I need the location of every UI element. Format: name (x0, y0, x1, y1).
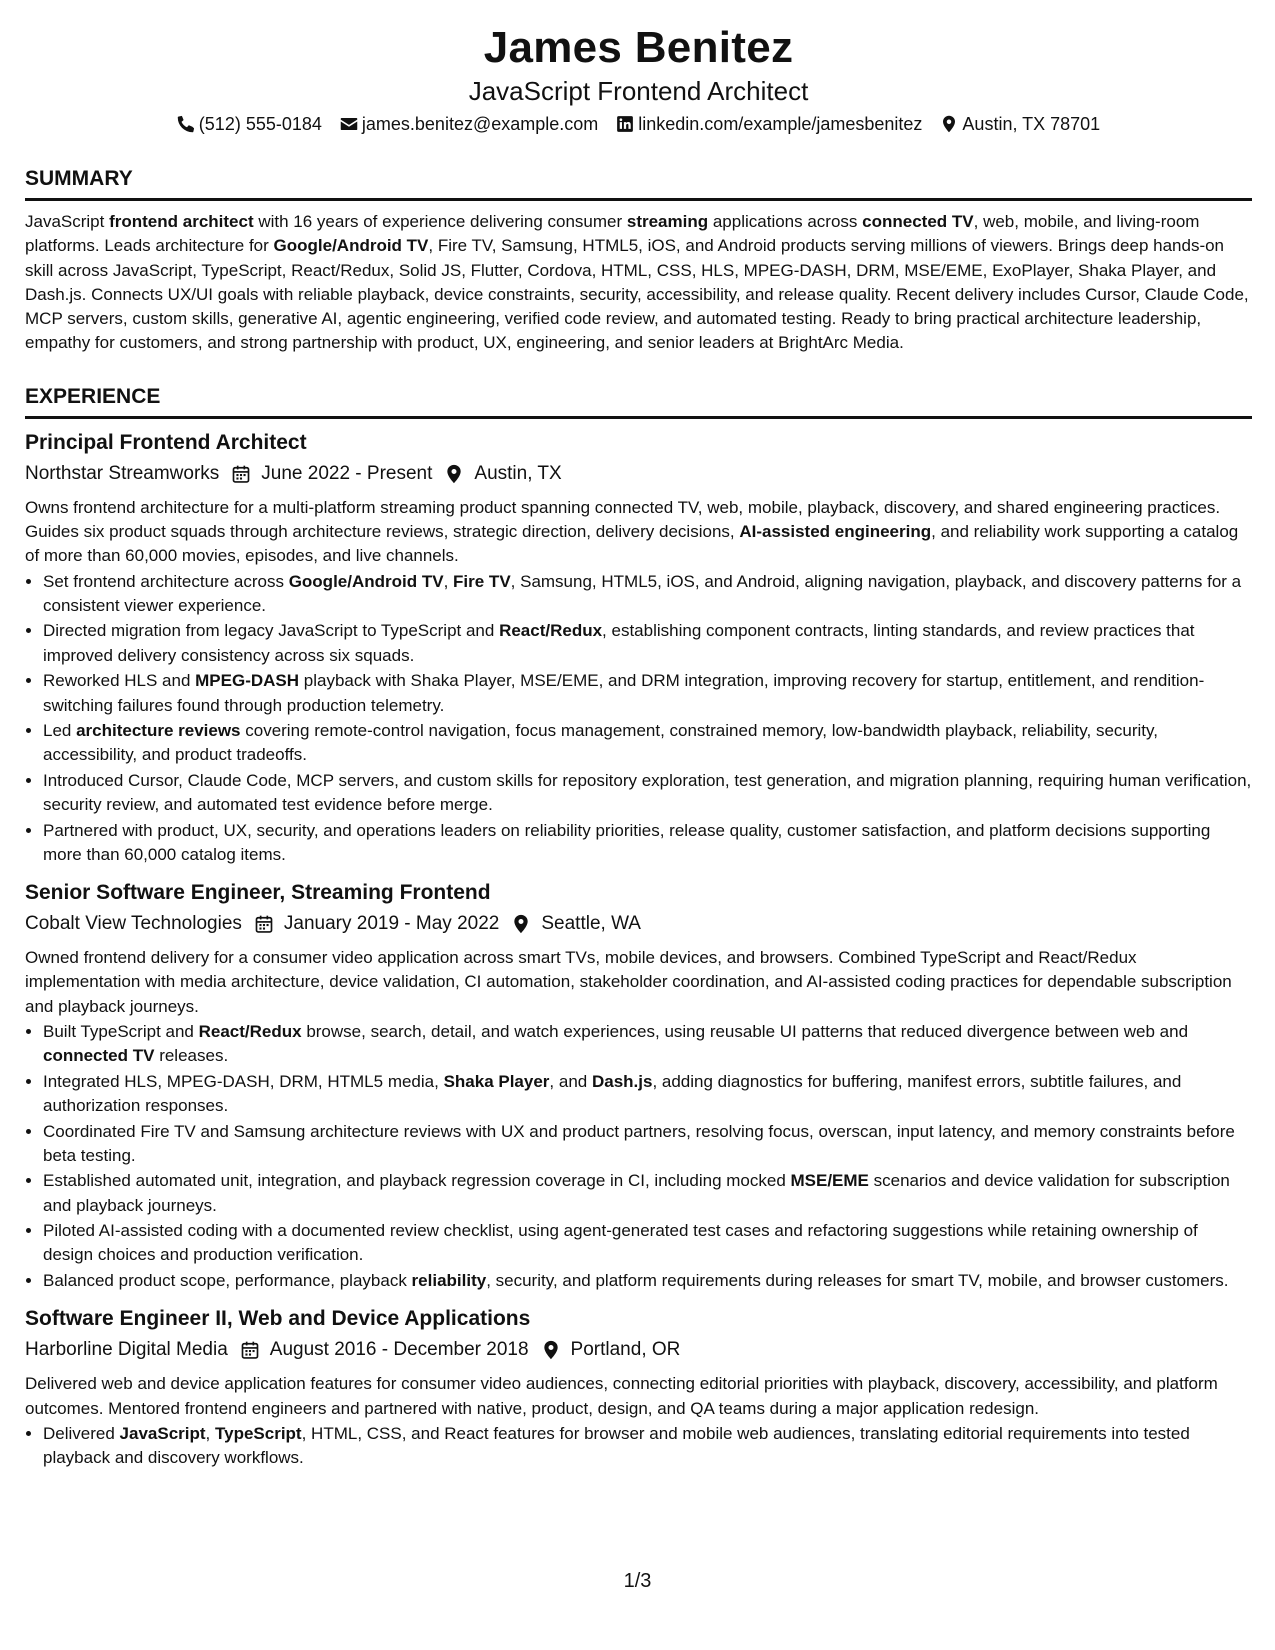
candidate-headline: JavaScript Frontend Architect (468, 76, 809, 106)
map-pin-icon (541, 1340, 561, 1360)
page-number: 1/3 (623, 1570, 652, 1592)
job-summary: Delivered web and device application features for consumer video audiences, connecting editorial priorities with playback, discovery, accessibility, and platform outcomes. Mentored frontend engineers and partnered with native, product, design, and QA teams during a major application redesign. (25, 1374, 1218, 1418)
job-bullet: • Directed migration from legacy JavaScript to TypeScript and React/Redux, establishing component contracts, linting standards, and review practices that improved delivery consistency across six squads. (43, 619, 1252, 668)
contact-location (940, 112, 1100, 136)
calendar-icon (231, 464, 251, 484)
resume-page (25, 22, 1252, 1472)
job-location: Austin, TX (474, 462, 562, 484)
calendar-icon (240, 1340, 260, 1360)
candidate-name: James Benitez (483, 23, 794, 72)
job-dates: August 2016 - December 2018 (269, 1339, 529, 1361)
contact-linkedin[interactable] (616, 112, 922, 136)
job-bullet: • Balanced product scope, performance, playback reliability, security, and platform requirements during releases for smart TV, mobile, and browser customers. (43, 1269, 1252, 1293)
job-entry (25, 429, 1252, 867)
job-bullet: • Established automated unit, integration, and playback regression coverage in CI, including mocked MSE/EME scenarios and device validation for subscription and playback journeys. (43, 1169, 1252, 1218)
job-bullet: • Piloted AI-assisted coding with a documented review checklist, using agent-generated test cases and refactoring suggestions while retaining ownership of design choices and production verification. (43, 1219, 1252, 1268)
job-summary: Owned frontend delivery for a consumer video application across smart TVs, mobile devices, and browsers. Combined TypeScript and React/Redux implementation with media architecture, device validation, CI automation, stakeholder coordination, and AI-assisted coding practices for dependable subscription and playback journeys. (25, 948, 1232, 1016)
job-bullet: • Partnered with product, UX, security, and operations leaders on reliability priorities, release quality, customer satisfaction, and platform decisions supporting more than 60,000 catalog items. (43, 819, 1252, 868)
job-bullet: • Coordinated Fire TV and Samsung architecture reviews with UX and product partners, resolving focus, overscan, input latency, and memory constraints before beta testing. (43, 1120, 1252, 1169)
map-pin-icon (940, 115, 958, 133)
location-text: Austin, TX 78701 (962, 114, 1101, 134)
experience-list (25, 429, 1252, 1471)
contact-email[interactable] (340, 112, 598, 136)
job-entry (25, 879, 1252, 1293)
job-bullet: • Integrated HLS, MPEG-DASH, DRM, HTML5 media, Shaka Player, and Dash.js, adding diagnostics for buffering, manifest errors, subtitle failures, and authorization responses. (43, 1070, 1252, 1119)
phone-number: (512) 555-0184 (198, 114, 322, 134)
job-bullets (25, 1422, 1252, 1471)
job-dates: June 2022 - Present (261, 462, 433, 484)
summary-heading: SUMMARY (25, 166, 1252, 201)
job-dates: January 2019 - May 2022 (283, 913, 500, 935)
job-company: Cobalt View Technologies (25, 913, 242, 935)
job-meta (25, 1336, 1252, 1364)
contact-phone (177, 112, 322, 136)
envelope-icon (340, 115, 358, 133)
job-meta (25, 460, 1252, 488)
map-pin-icon (511, 914, 531, 934)
job-summary: Owns frontend architecture for a multi-platform streaming product spanning connected TV, web, mobile, playback, discovery, and shared engineering practices. Guides six product squads through architecture reviews, strategic direction, delivery decisions, AI-assisted engineering, and reliability work supporting a catalog of more than 60,000 movies, episodes, and live channels. (25, 497, 1239, 566)
linkedin-link[interactable]: linkedin.com/example/jamesbenitez (638, 114, 923, 134)
contact-bar (25, 112, 1252, 136)
linkedin-icon (616, 115, 634, 133)
job-bullets (25, 570, 1252, 868)
job-bullets (25, 1020, 1252, 1293)
job-company: Northstar Streamworks (25, 462, 220, 484)
phone-icon (177, 115, 195, 133)
job-location: Seattle, WA (541, 913, 641, 935)
job-bullet: • Built TypeScript and React/Redux browse, search, detail, and watch experiences, using reusable UI patterns that reduced divergence between web and connected TV releases. (43, 1020, 1252, 1069)
job-title: Senior Software Engineer, Streaming Frontend (25, 881, 491, 905)
experience-heading: EXPERIENCE (25, 384, 1252, 419)
calendar-icon (254, 914, 274, 934)
summary-text: JavaScript frontend architect with 16 years of experience delivering consumer streaming applications across connected TV, web, mobile, and living-room platforms. Leads architecture for Google/Android TV, Fire TV, Samsung, HTML5, iOS, and Android products serving millions of viewers. Brings deep hands-on skill across JavaScript, TypeScript, React/Redux, Solid JS, Flutter, Cordova, HTML, CSS, HLS, MPEG-DASH, DRM, MSE/EME, ExoPlayer, Shaka Player, and Dash.js. Connects UX/UI goals with reliable playback, device constraints, security, accessibility, and release quality. Recent delivery includes Cursor, Claude Code, MCP servers, custom skills, generative AI, agentic engineering, verified code review, and automated testing. Ready to bring practical architecture leadership, empathy for customers, and strong partnership with product, UX, engineering, and senior leaders at BrightArc Media. (25, 212, 1249, 353)
job-entry (25, 1305, 1252, 1470)
job-bullet: • Introduced Cursor, Claude Code, MCP servers, and custom skills for repository exploration, test generation, and migration planning, requiring human verification, security review, and automated test evidence before merge. (43, 769, 1252, 818)
email-link[interactable]: james.benitez@example.com (361, 114, 599, 134)
map-pin-icon (444, 464, 464, 484)
job-title: Principal Frontend Architect (25, 430, 307, 454)
job-title: Software Engineer II, Web and Device Applications (25, 1307, 531, 1331)
job-meta (25, 910, 1252, 938)
job-company: Harborline Digital Media (25, 1339, 228, 1361)
job-location: Portland, OR (570, 1339, 681, 1361)
job-bullet: • Reworked HLS and MPEG-DASH playback with Shaka Player, MSE/EME, and DRM integration, improving recovery for startup, entitlement, and rendition-switching failures found through production telemetry. (43, 669, 1252, 718)
job-bullet: • Set frontend architecture across Google/Android TV, Fire TV, Samsung, HTML5, iOS, and Android, aligning navigation, playback, and discovery patterns for a consistent viewer experience. (43, 570, 1252, 619)
job-bullet: • Led architecture reviews covering remote-control navigation, focus management, constrained memory, low-bandwidth playback, reliability, security, accessibility, and product tradeoffs. (43, 719, 1252, 768)
job-bullet: • Delivered JavaScript, TypeScript, HTML, CSS, and React features for browser and mobile web audiences, translating editorial requirements into tested playback and discovery workflows. (43, 1422, 1252, 1471)
